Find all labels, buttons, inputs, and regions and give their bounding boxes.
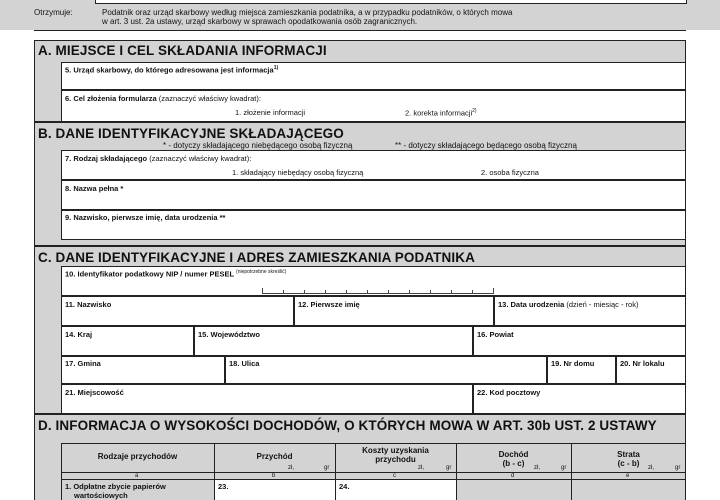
field-6-label: 6. Cel złożenia formularza (zaznaczyć właściwy kwadrat): — [65, 94, 261, 103]
field-7-option-2[interactable]: 2. osoba fizyczna — [481, 168, 539, 177]
field-8-full-name[interactable] — [61, 180, 686, 210]
section-c-title: C. DANE IDENTYFIKACYJNE I ADRES ZAMIESZKANIA PODATNIKA — [38, 250, 475, 265]
row-1-field-23[interactable] — [215, 480, 335, 500]
field-16-label: 16. Powiat — [477, 330, 514, 339]
field-6-option-2[interactable]: 2. korekta informacji$^{2)}$ — [405, 108, 477, 118]
col-d-header-2: (b - c) — [502, 459, 525, 468]
col-c-unit-gr: gr — [446, 465, 452, 471]
field-18-street[interactable] — [225, 356, 547, 384]
field-6-option-1[interactable]: 1. złożenie informacji — [235, 108, 306, 117]
col-b-unit-gr: gr — [324, 465, 330, 471]
section-a-title: A. MIEJSCE I CEL SKŁADANIA INFORMACJI — [38, 43, 327, 58]
section-b-note-2: ** - dotyczy składającego będącego osobą fizyczną — [395, 141, 577, 150]
field-17-label: 17. Gmina — [65, 359, 101, 368]
row-1-strata-cell — [572, 480, 685, 500]
section-b-title: B. DANE IDENTYFIKACYJNE SKŁADAJĄCEGO — [38, 126, 344, 141]
field-12-label: 12. Pierwsze imię — [298, 300, 360, 309]
field-5-label: 5. Urząd skarbowy, do którego adresowana jest informacja$^{1)}$ — [65, 65, 279, 75]
field-7-option-1[interactable]: 1. składający niebędący osobą fizyczną — [232, 168, 364, 177]
field-15-label: 15. Województwo — [198, 330, 260, 339]
col-a-header: Rodzaje przychodów — [97, 452, 178, 461]
letters-row-top — [61, 472, 686, 473]
field-13-label: 13. Data urodzenia (dzień - miesiąc - rok) — [498, 300, 639, 309]
col-d-letter: d — [511, 473, 515, 479]
row-1-label-2: wartościowych — [74, 491, 128, 500]
col-b-unit-zl: zł, — [288, 465, 294, 471]
section-b-note-1: * - dotyczy składającego niebędącego osobą fizyczną — [163, 141, 353, 150]
col-e-letter: e — [626, 473, 630, 479]
field-18-label: 18. Ulica — [229, 359, 260, 368]
field-22-label: 22. Kod pocztowy — [477, 388, 541, 397]
col-c-letter: c — [393, 473, 396, 479]
col-c-unit-zl: zł, — [418, 465, 424, 471]
field-9-label: 9. Nazwisko, pierwsze imię, data urodzenia ** — [65, 213, 226, 222]
col-b-header: Przychód — [256, 452, 293, 461]
col-e-unit-gr: gr — [675, 465, 681, 471]
col-b-letter: b — [272, 473, 276, 479]
field-20-label: 20. Nr lokalu — [620, 359, 665, 368]
row-1-field-23-label: 23. — [218, 482, 229, 491]
col-c-header-2: przychodu — [375, 455, 416, 464]
col-a-letter: a — [135, 473, 139, 479]
row-1-field-24[interactable] — [336, 480, 456, 500]
row-1-dochod-cell — [457, 480, 571, 500]
col-d-unit-zl: zł, — [534, 465, 540, 471]
col-e-header-1: Strata — [617, 450, 640, 459]
col-c-header-1: Koszty uzyskania — [362, 446, 429, 455]
field-10-digit-boxes — [262, 288, 494, 294]
section-d-title: D. INFORMACJA O WYSOKOŚCI DOCHODÓW, O KTÓRYCH MOWA W ART. 30b UST. 2 USTAWY — [38, 418, 657, 433]
top-band-inner — [95, 0, 687, 4]
recipient-text-1: Podatnik oraz urząd skarbowy według miejsca zamieszkania podatnika, a w przypadku podatników, o których mowa — [102, 8, 513, 17]
field-8-label: 8. Nazwa pełna * — [65, 184, 124, 193]
col-e-unit-zl: zł, — [648, 465, 654, 471]
row-1-label-1: 1. Odpłatne zbycie papierów — [65, 482, 166, 491]
recipient-label: Otrzymuje: — [34, 8, 73, 17]
field-14-label: 14. Kraj — [65, 330, 93, 339]
field-10-label: 10. Identyfikator podatkowy NIP / numer PESEL $^{(niepotrzebne skreślić)}$ — [65, 269, 287, 279]
col-d-unit-gr: gr — [561, 465, 567, 471]
field-7-label: 7. Rodzaj składającego (zaznaczyć właściwy kwadrat): — [65, 154, 252, 163]
col-e-header-2: (c - b) — [617, 459, 640, 468]
row-1-field-24-label: 24. — [339, 482, 350, 491]
col-d-header-1: Dochód — [498, 450, 529, 459]
field-19-label: 19. Nr domu — [551, 359, 595, 368]
section-a-bar — [34, 30, 686, 31]
recipient-text-2: w art. 3 ust. 2a ustawy, urząd skarbowy w sprawach opodatkowania osób zagranicznych. — [102, 17, 418, 26]
field-11-label: 11. Nazwisko — [65, 300, 112, 309]
field-21-label: 21. Miejscowość — [65, 388, 124, 397]
